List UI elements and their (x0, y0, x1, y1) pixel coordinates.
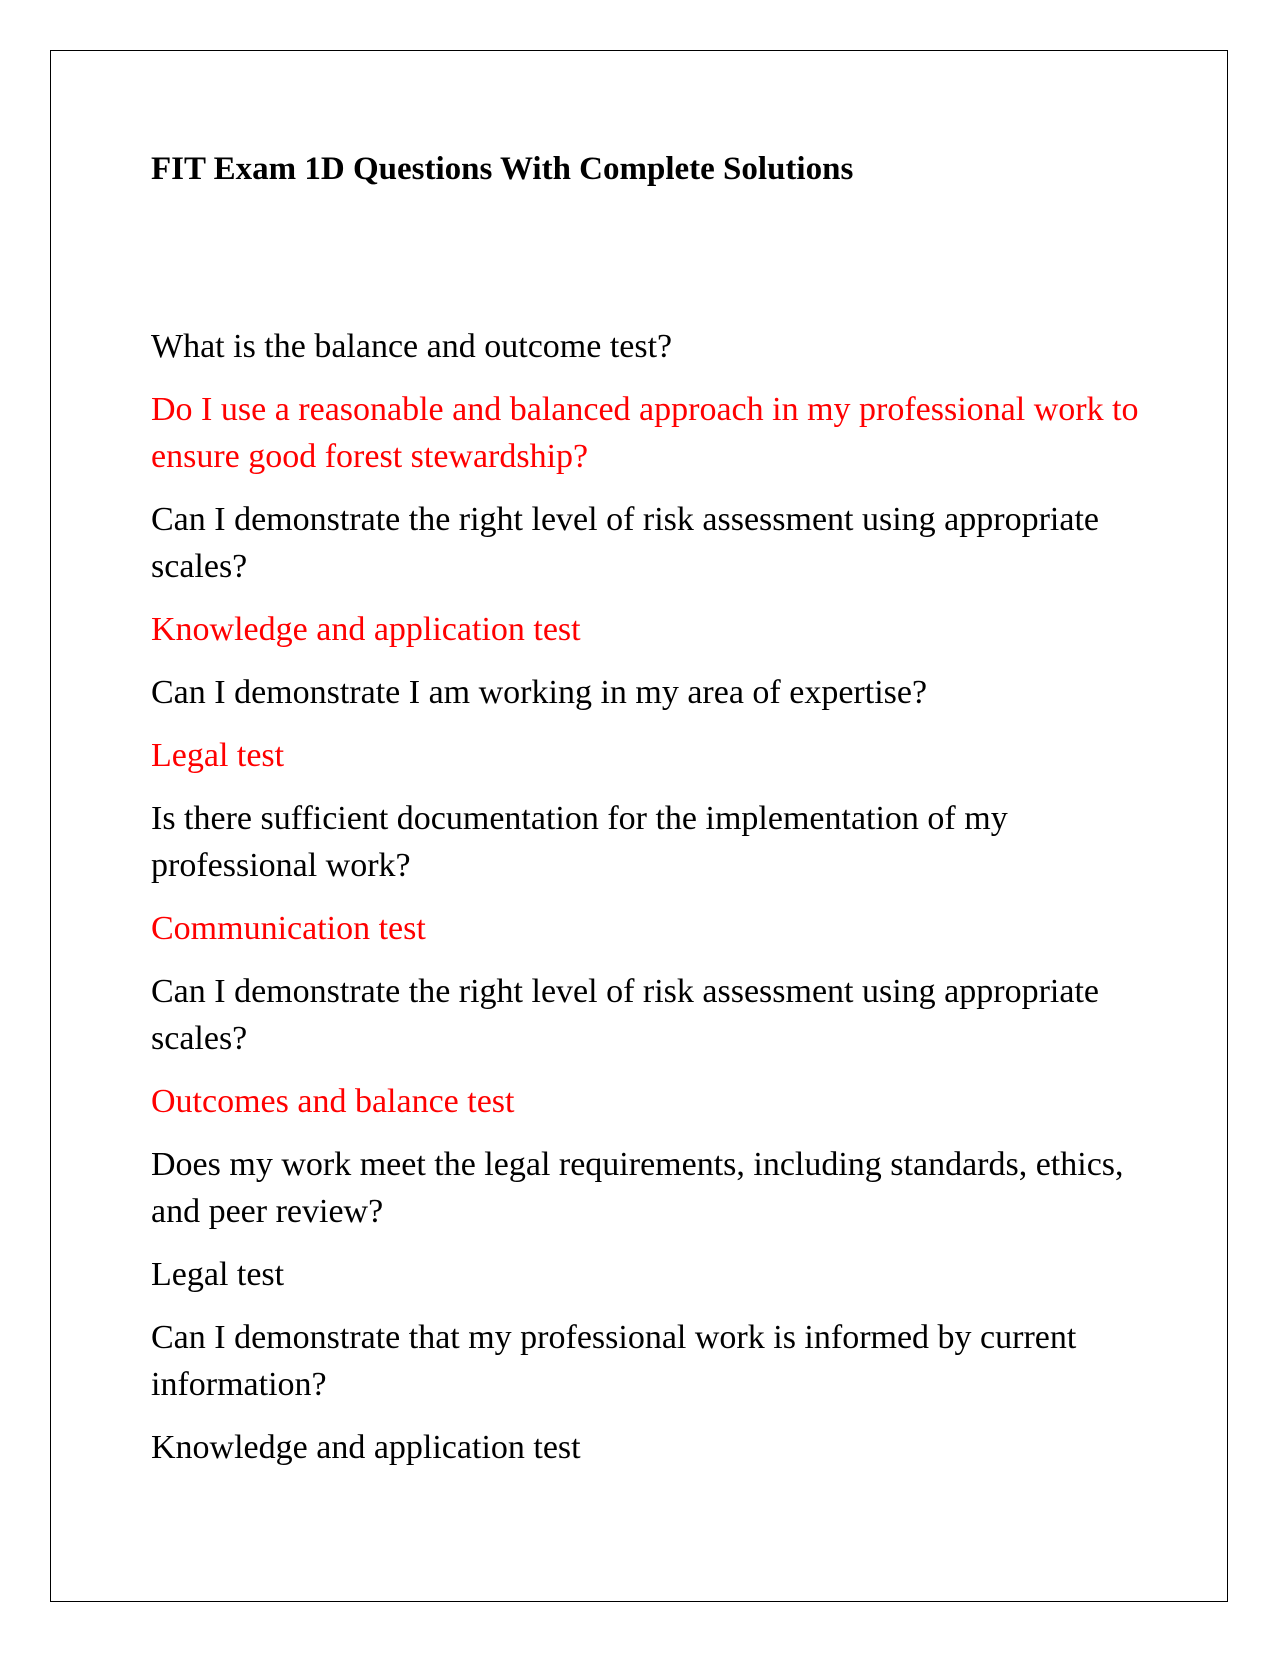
document-body (151, 323, 1151, 1487)
question-paragraph: Can I demonstrate that my professional work is informed by current information? (151, 1319, 1077, 1403)
answer-paragraph: Knowledge and application test (151, 1429, 581, 1466)
answer-paragraph: Do I use a reasonable and balanced approach in my professional work to ensure good forest stewardship? (151, 391, 1139, 475)
answer-paragraph: Communication test (151, 910, 426, 947)
document-title: FIT Exam 1D Questions With Complete Solutions (151, 151, 854, 187)
question-paragraph: Is there sufficient documentation for the implementation of my professional work? (151, 800, 1008, 884)
answer-paragraph: Legal test (151, 737, 285, 774)
answer-paragraph: Knowledge and application test (151, 611, 581, 648)
question-paragraph: Does my work meet the legal requirements, including standards, ethics, and peer review? (151, 1146, 1124, 1230)
question-paragraph: Can I demonstrate the right level of risk assessment using appropriate scales? (151, 501, 1099, 585)
question-paragraph: Can I demonstrate I am working in my area of expertise? (151, 674, 928, 711)
answer-paragraph: Legal test (151, 1256, 285, 1293)
question-paragraph: Can I demonstrate the right level of risk assessment using appropriate scales? (151, 973, 1099, 1057)
answer-paragraph: Outcomes and balance test (151, 1083, 515, 1120)
question-paragraph: What is the balance and outcome test? (151, 328, 673, 365)
document-page (50, 50, 1228, 1602)
